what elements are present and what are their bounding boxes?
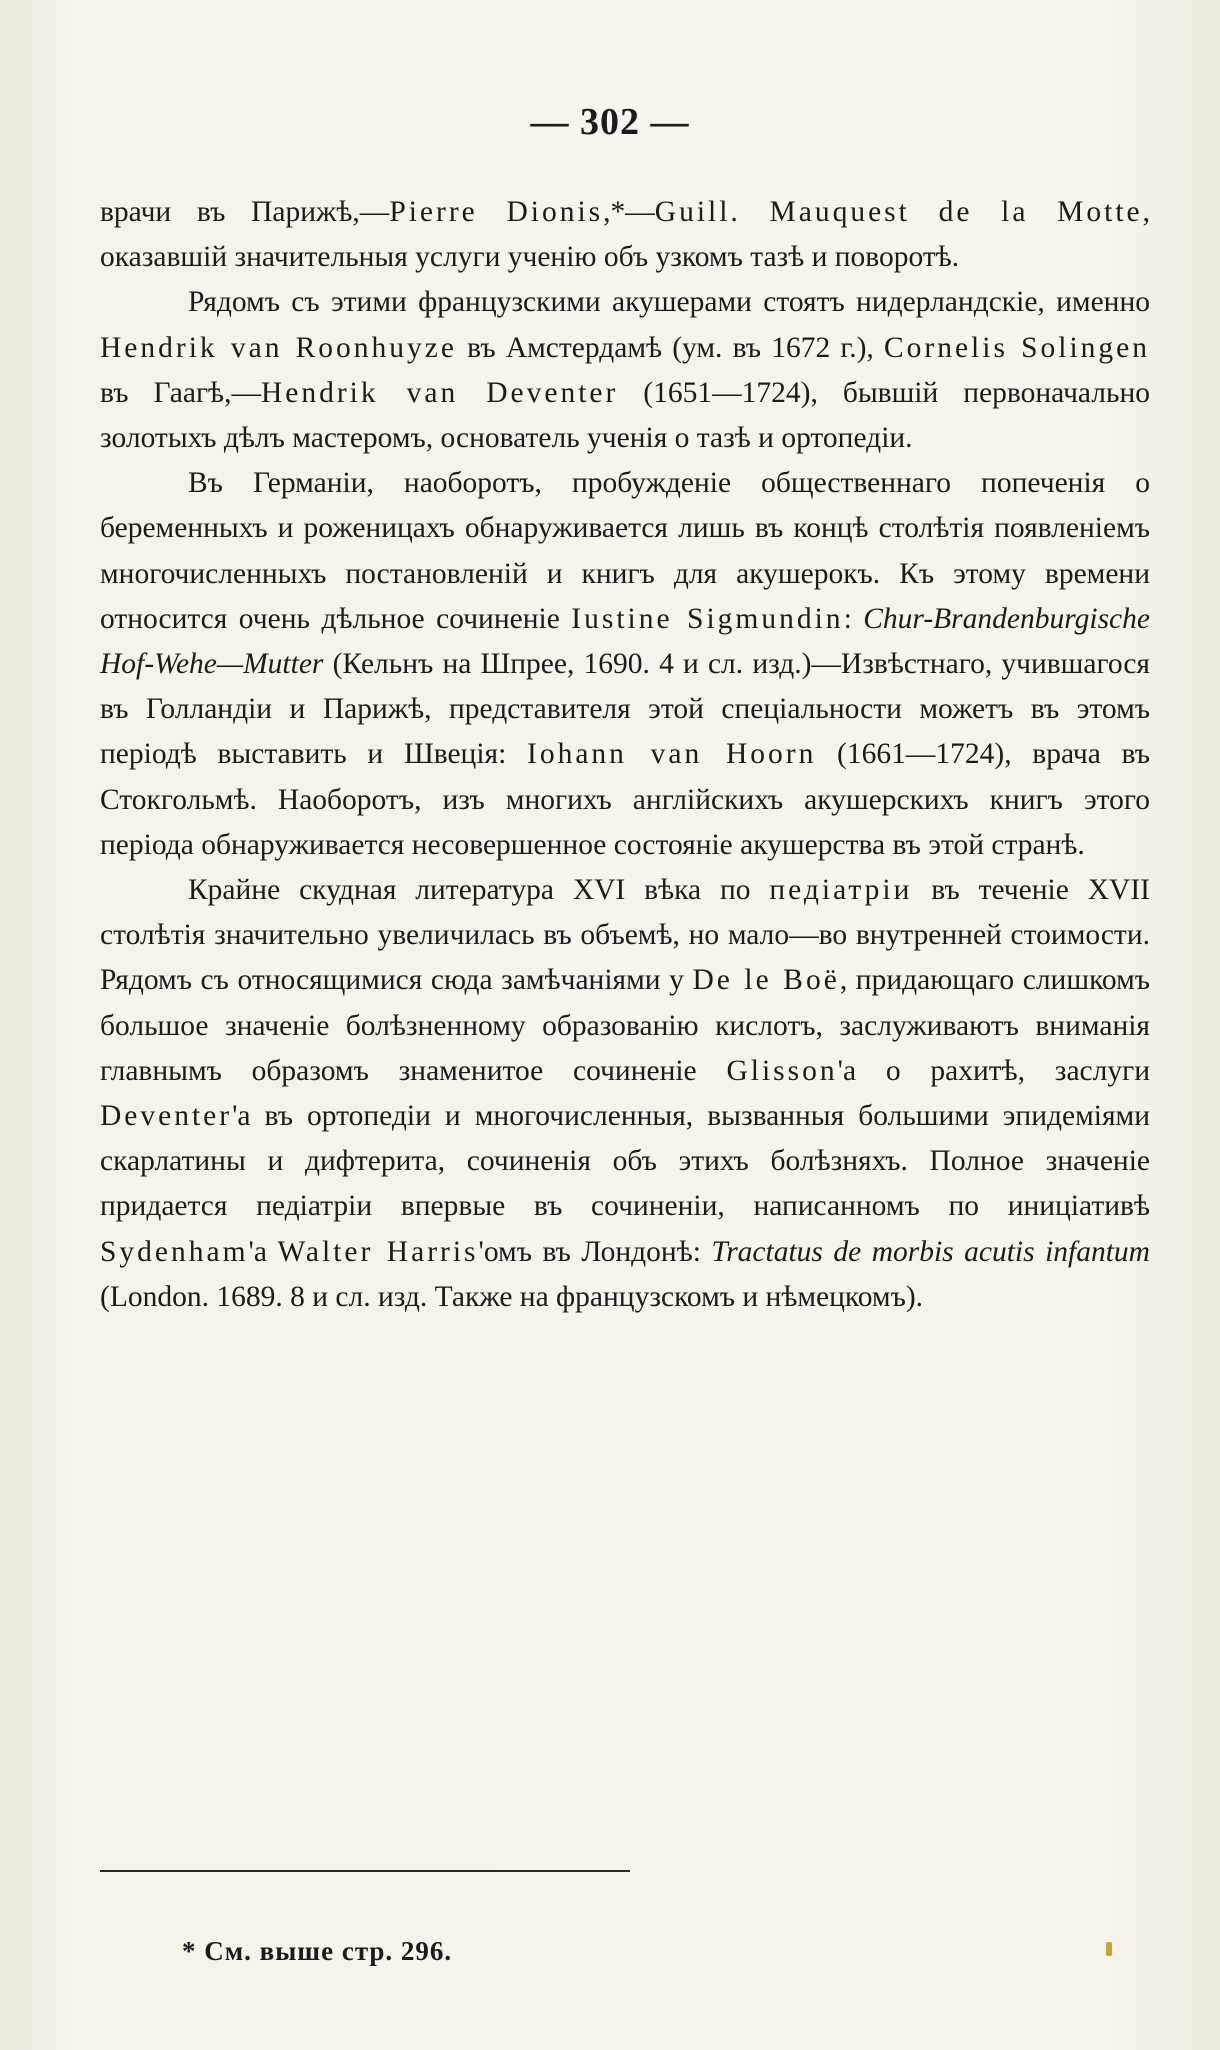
spaced-name: Glisson [726,1054,838,1087]
spaced-name: De le Boë [692,964,840,997]
text-run: 'а [248,1235,278,1268]
footnote-divider [100,1870,630,1872]
paragraph [100,868,1150,1320]
text-run: 'а о рахитѣ, заслуги [837,1054,1150,1087]
italic-title: Chur-Brandenburgische Hof-Wehe—Mutter [100,602,1150,681]
text-run: ,*— [603,196,655,228]
paragraph [100,461,1150,868]
spaced-name: Iohann van Hoorn [527,738,817,771]
spaced-name: Walter Harris [277,1235,479,1268]
paragraph [100,190,1150,280]
text-run: 'омъ въ Лондонѣ: [478,1235,712,1268]
spaced-name: Hendrik van Deventer [260,376,619,409]
spaced-name: Iustine Sigmundin [571,602,844,635]
page-number: — 302 — [530,101,690,143]
text-run: , придающаго слишкомъ большое значеніе болѣзненному образованію кислотъ, заслуживаютъ вниманія главнымъ образомъ знаменитое сочиненіе [100,964,1151,1087]
spaced-name: педіатріи [769,874,913,907]
text-run: въ Амстердамѣ (ум. въ 1672 г.), [457,331,884,364]
spaced-name: Guill. Mauquest de la Motte [654,196,1143,228]
spaced-name: Sydenham [100,1235,249,1268]
text-run: въ Гаагѣ,— [100,376,261,409]
body-text [100,190,1150,1320]
text-run: , оказавшій значительныя услуги ученію объ узкомъ тазѣ и поворотѣ. [100,196,1150,274]
paragraph [100,280,1150,461]
text-run: въ теченіе XVII столѣтія значительно увеличилась въ объемѣ, но мало—во внутренней стоимости. Рядомъ съ относящимися сюда замѣчаніями у [100,874,1150,997]
spaced-name: Pierre Dionis [389,196,604,228]
text-run: врачи въ Парижѣ,— [100,196,390,228]
text-run: (Кельнъ на Шпрее, 1690. 4 и сл. изд.)—Извѣстнаго, учившагося въ Голландіи и Парижѣ, представителя этой спеціальности можетъ въ этомъ періодѣ выставить и Швеція: [100,648,1150,771]
spaced-name: Cornelis Solingen [883,331,1151,364]
text-run: (1651—1724), бывшій первоначально золотыхъ дѣлъ мастеромъ, основатель ученія о тазѣ и ортопедіи. [100,376,1150,455]
italic-title: Tractatus de morbis acutis infantum [711,1235,1150,1268]
spaced-name: Hendrik van Roonhuyze [100,331,457,364]
text-run: 'а въ ортопедіи и многочисленныя, вызванныя большими эпидеміями скарлатины и дифтерита, сочиненія объ этихъ болѣзняхъ. Полное значеніе придается педіатріи впервые въ сочиненіи, написанномъ по иниціативѣ [100,1100,1150,1223]
footnote: * См. выше стр. 296. [182,1936,453,1966]
text-run: Крайне скудная литература XVI вѣка по [188,874,770,907]
spaced-name: Deventer [100,1100,233,1133]
text-run: Въ Германіи, наоборотъ, пробужденіе общественнаго попеченія о беременныхъ и роженицахъ обнаруживается лишь въ концѣ столѣтія появленіемъ многочисленныхъ постановленій и книгъ для акушерокъ. Къ этому времени относится очень дѣльное сочиненіе [100,467,1150,635]
text-run: (London. 1689. 8 и сл. изд. Также на французскомъ и нѣмецкомъ). [100,1280,924,1313]
text-run: (1661—1724), врача въ Стокгольмѣ. Наоборотъ, изъ многихъ англійскихъ акушерскихъ книгъ этого періода обнаруживается несовершенное состояніе акушерства въ этой странѣ. [100,738,1150,861]
paper-speck [1106,1942,1112,1956]
text-run: : [843,602,864,635]
text-run: Рядомъ съ этими французскими акушерами стоятъ нидерландскіе, именно [188,286,1150,319]
